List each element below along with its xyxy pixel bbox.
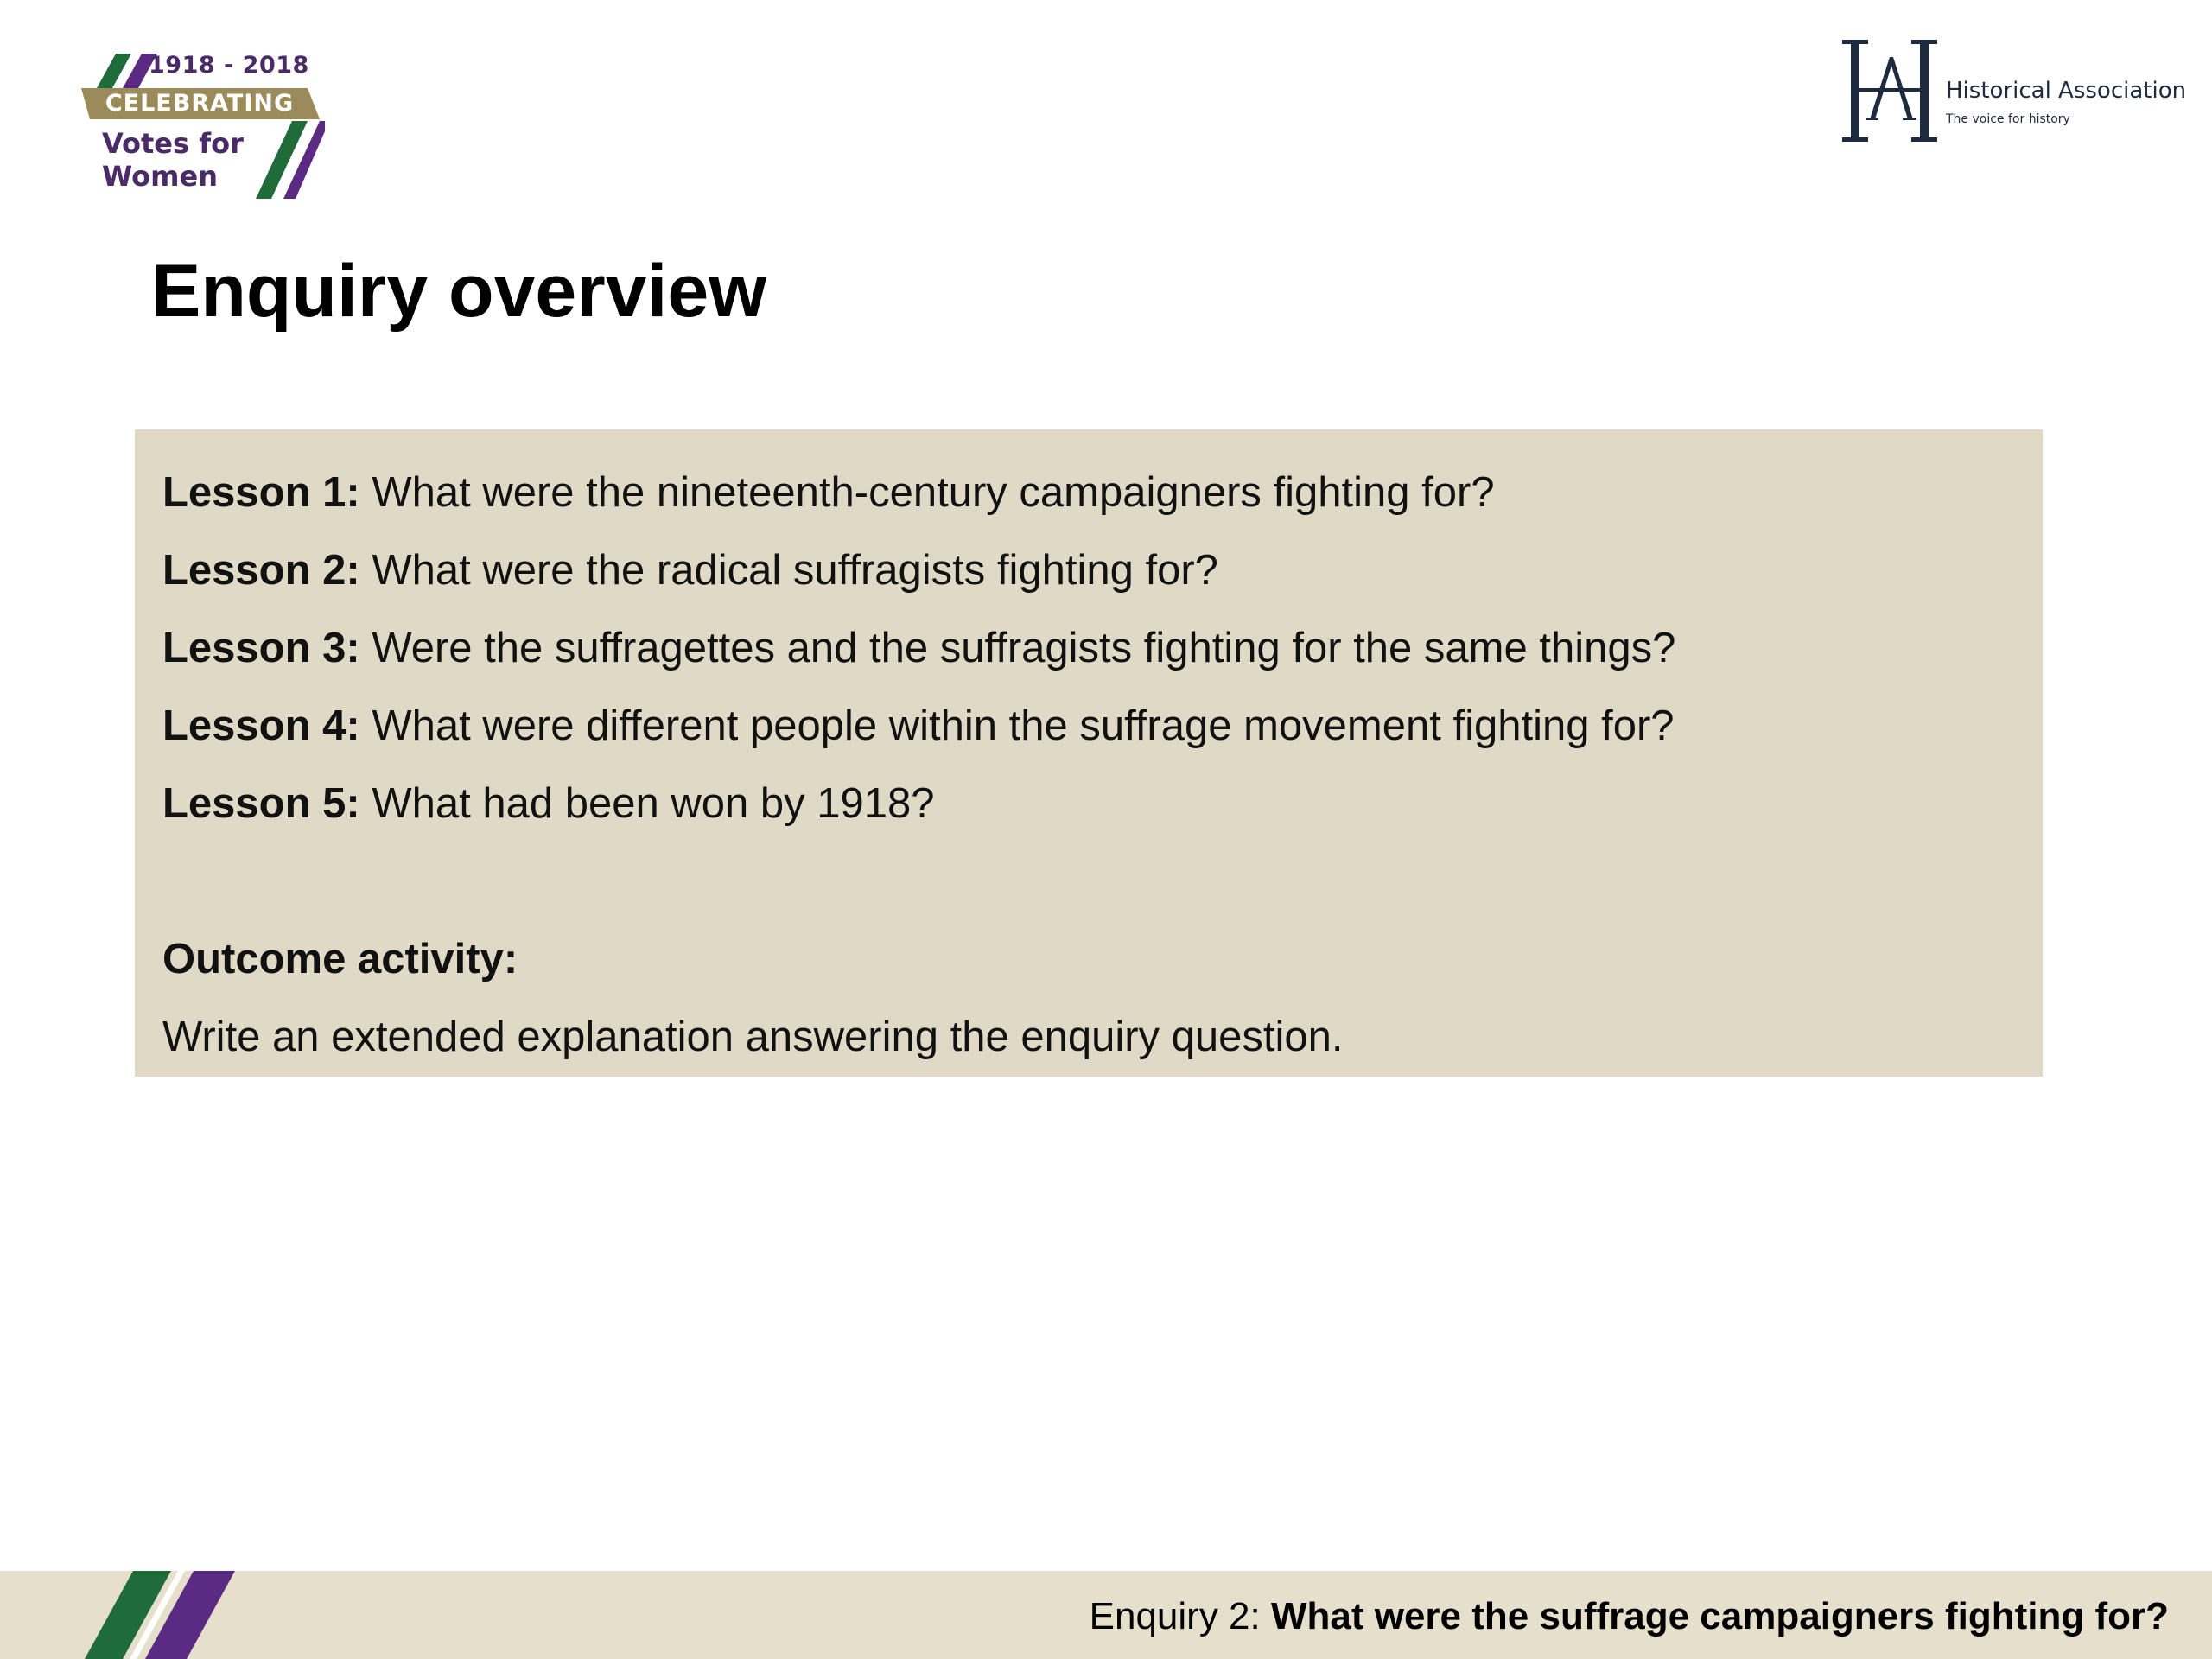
- footer-enquiry-prefix: Enquiry 2:: [1089, 1595, 1271, 1637]
- logo-line-women: Women: [102, 160, 218, 193]
- panel-spacer: [162, 842, 2015, 920]
- page-title: Enquiry overview: [151, 250, 767, 333]
- votes-for-women-logo: [74, 45, 325, 204]
- footer-enquiry-caption: [1090, 1595, 2169, 1638]
- ha-tagline: The voice for history: [1946, 112, 2070, 126]
- lesson-3-label: Lesson 3:: [162, 625, 360, 671]
- outcome-activity-text: Write an extended explanation answering the enquiry question.: [162, 1014, 1344, 1060]
- lesson-4-text: What were different people within the suffrage movement fighting for?: [372, 702, 1675, 749]
- logo-banner-text: CELEBRATING: [105, 90, 295, 117]
- lesson-2: [162, 531, 2015, 609]
- lesson-2-label: Lesson 2:: [162, 547, 360, 594]
- ha-name: Historical Association: [1946, 78, 2187, 104]
- lesson-5-text: What had been won by 1918?: [372, 780, 935, 827]
- lesson-3-text: Were the suffragettes and the suffragists fighting for the same things?: [372, 625, 1676, 671]
- lesson-5: [162, 765, 2015, 842]
- lesson-4-label: Lesson 4:: [162, 702, 360, 749]
- ha-monogram-icon: [1840, 35, 1944, 147]
- lesson-1-label: Lesson 1:: [162, 469, 360, 516]
- footer-enquiry-question: What were the suffrage campaigners fighting for?: [1270, 1595, 2169, 1637]
- lesson-5-label: Lesson 5:: [162, 780, 360, 827]
- footer-band: [0, 1571, 2212, 1659]
- historical-association-logo: [1840, 35, 2186, 156]
- lesson-4: [162, 687, 2015, 765]
- footer-stripes-icon: [78, 1571, 242, 1659]
- outcome-activity-label: Outcome activity:: [162, 936, 518, 982]
- lesson-2-text: What were the radical suffragists fighting for?: [372, 547, 1218, 594]
- enquiry-overview-panel: [135, 429, 2043, 1077]
- lesson-3: [162, 609, 2015, 687]
- logo-line-votes-for: Votes for: [102, 127, 244, 160]
- logo-years: 1918 - 2018: [149, 52, 309, 79]
- lesson-1: [162, 454, 2015, 531]
- lesson-1-text: What were the nineteenth-century campaigners fighting for?: [372, 469, 1495, 516]
